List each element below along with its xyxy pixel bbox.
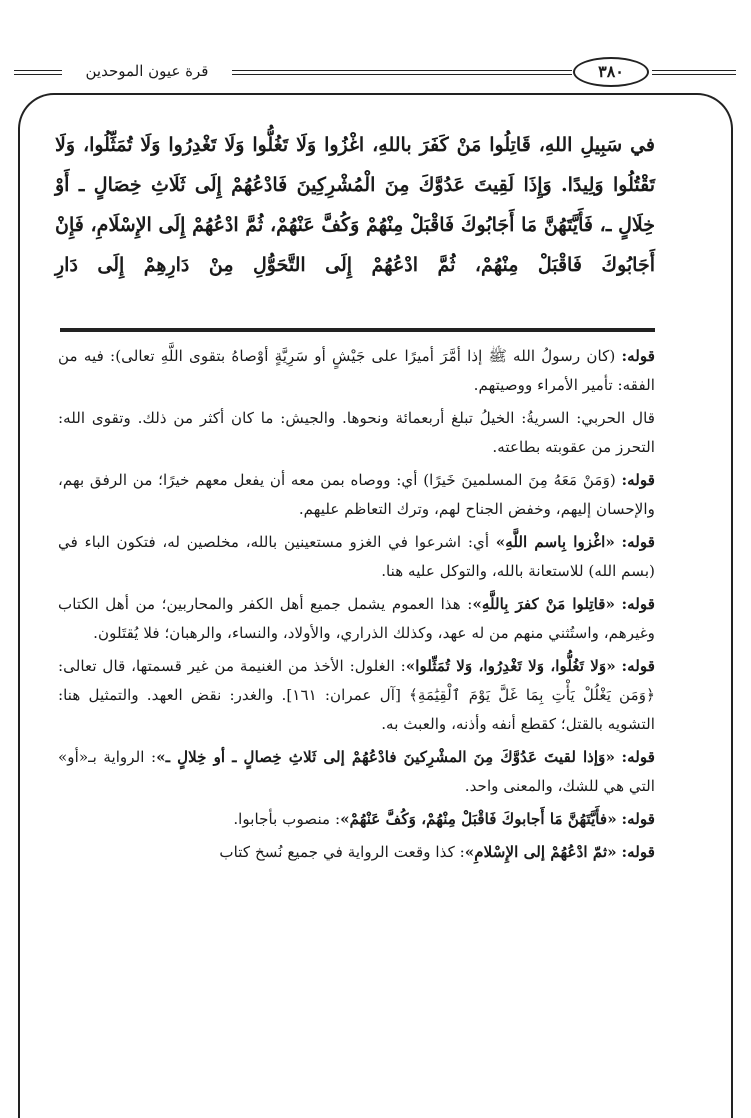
quoted-phrase: (كان رسولُ الله ﷺ إذا أمَّرَ أميرًا على جَيْشٍ أو سَرِيَّةٍ أوْصاهُ بتقوى اللَّهِ تعالى) [115,347,616,365]
commentary-paragraph [58,528,655,586]
commentary-paragraph [58,805,655,834]
paragraph-lead: قوله: [621,533,655,551]
paragraph-lead: قوله: [621,810,655,828]
paragraph-text: : كذا وقعت الرواية في جميع نُسخ كتاب [219,843,465,861]
commentary-paragraph [58,404,655,462]
paragraph-text: : هذا العموم يشمل جميع أهل الكفر والمحاربين؛ من أهل الكتاب وغيرهم، واستُثني منهم من له عهد، وكذلك الذراري، والأولاد، والنساء، والرهبان؛ فلا يُقتَلون. [58,595,655,642]
quoted-phrase: «ثمّ ادْعُهُمْ إلى الإِسْلامِ» [464,843,617,861]
quoted-phrase: «وَلا تَغُلُّوا، وَلا تَغْدِرُوا، وَلا تُمَثِّلوا» [405,657,616,675]
quoted-phrase: «وَإذا لقيتَ عَدُوَّكَ مِنَ المشْرِكينَ فادْعُهُمْ إلى ثَلاثِ خِصالٍ ـ أو خِلالٍ ـ» [156,748,615,766]
header-rule-left [14,70,62,75]
paragraph-text: أي: ووصاه بمن معه أن يفعل معهم خيرًا؛ من الرفق بهم، والإحسان إليهم، وخفض الجناح لهم، وترك التعاظم عليهم. [58,471,655,518]
paragraph-text: : منصوب بأجابوا. [233,810,341,828]
header-rule-right [652,70,736,75]
paragraph-text: : فيه من الفقه: تأمير الأمراء ووصيتهم. [58,347,655,394]
paragraph-lead: قوله: [621,471,655,489]
paragraph-text: أي: اشرعوا في الغزو مستعينين بالله، مخلصين له، فتكون الباء في (بسم الله) للاستعانة بالله، والتوكل عليه هنا. [58,533,655,580]
page-number: ٣٨٠ [573,57,649,87]
paragraph-lead: قوله: [621,595,656,613]
quoted-phrase: (وَمَنْ مَعَهُ مِنَ المسلمينَ خَيرًا) [423,471,616,489]
commentary-paragraph [58,342,655,400]
paragraph-lead: قوله: [621,843,655,861]
paragraph-lead: قوله: [621,657,655,675]
hadith-text-block [55,125,655,285]
running-title: قرة عيون الموحدين [85,62,209,80]
commentary-paragraph [58,466,655,524]
paragraph-text: قال الحربي: السريةُ: الخيلُ تبلغ أربعمائة ونحوها. والجيش: ما كان أكثر من ذلك. وتقوى الله: التحرز من عقوبته بطاعته. [58,409,655,456]
separator-rule [60,328,655,332]
commentary-paragraph [58,838,655,867]
quoted-phrase: «قاتِلوا مَنْ كفرَ بِاللَّهِ» [472,595,616,613]
commentary-section [58,342,655,871]
commentary-paragraph [58,590,655,648]
paragraph-text: : الرواية بـ«أو» التي هي للشك، والمعنى واحد. [58,748,655,795]
quoted-phrase: «فأَيَّتَهُنَّ مَا أَجابوكَ فَاقْبَلْ مِنْهُمْ، وَكُفَّ عَنْهُمْ» [340,810,617,828]
paragraph-text: : الغلول: الأخذ من الغنيمة من غير قسمتها، قال تعالى: ﴿وَمَن يَغْلُلْ يَأْتِ بِمَا غَلَّ يَوْمَ ٱلْقِيَٰمَةِ﴾ [آل عمران: ١٦١]. والغدر: نقض العهد. والتمثيل هنا: التشويه بالقتل؛ كقطع أنفه وأذنه، والعبث به. [58,657,655,733]
quoted-phrase: «اغْزوا بِاسم اللَّهِ» [495,533,615,551]
hadith-text: في سَبِيلِ اللهِ، قَاتِلُوا مَنْ كَفَرَ باللهِ، اغْزُوا وَلَا تَغُلُّوا وَلَا تَغْدِرُوا وَلَا تُمَثِّلُوا، وَلَا تَقْتُلُوا وَلِيدًا. وَإِذَا لَقِيتَ عَدُوَّكَ مِنَ الْمُشْرِكِينَ فَادْعُهُمْ إِلَى ثَلَاثِ خِصَالٍ ـ أَوْ خِلَالٍ ـ، فَأَيَّتَهُنَّ مَا أَجَابُوكَ فَاقْبَلْ مِنْهُمْ وَكُفَّ عَنْهُمْ، ثُمَّ ادْعُهُمْ إِلَى الإِسْلَامِ، فَإِنْ أَجَابُوكَ فَاقْبَلْ مِنْهُمْ، ثُمَّ ادْعُهُمْ إِلَى التَّحَوُّلِ مِنْ دَارِهِمْ إِلَى دَارِ [55,134,655,276]
paragraph-lead: قوله: [621,347,656,365]
paragraph-lead: قوله: [621,748,655,766]
commentary-paragraph [58,743,655,801]
header-rule-middle [232,70,572,75]
commentary-paragraph [58,652,655,739]
